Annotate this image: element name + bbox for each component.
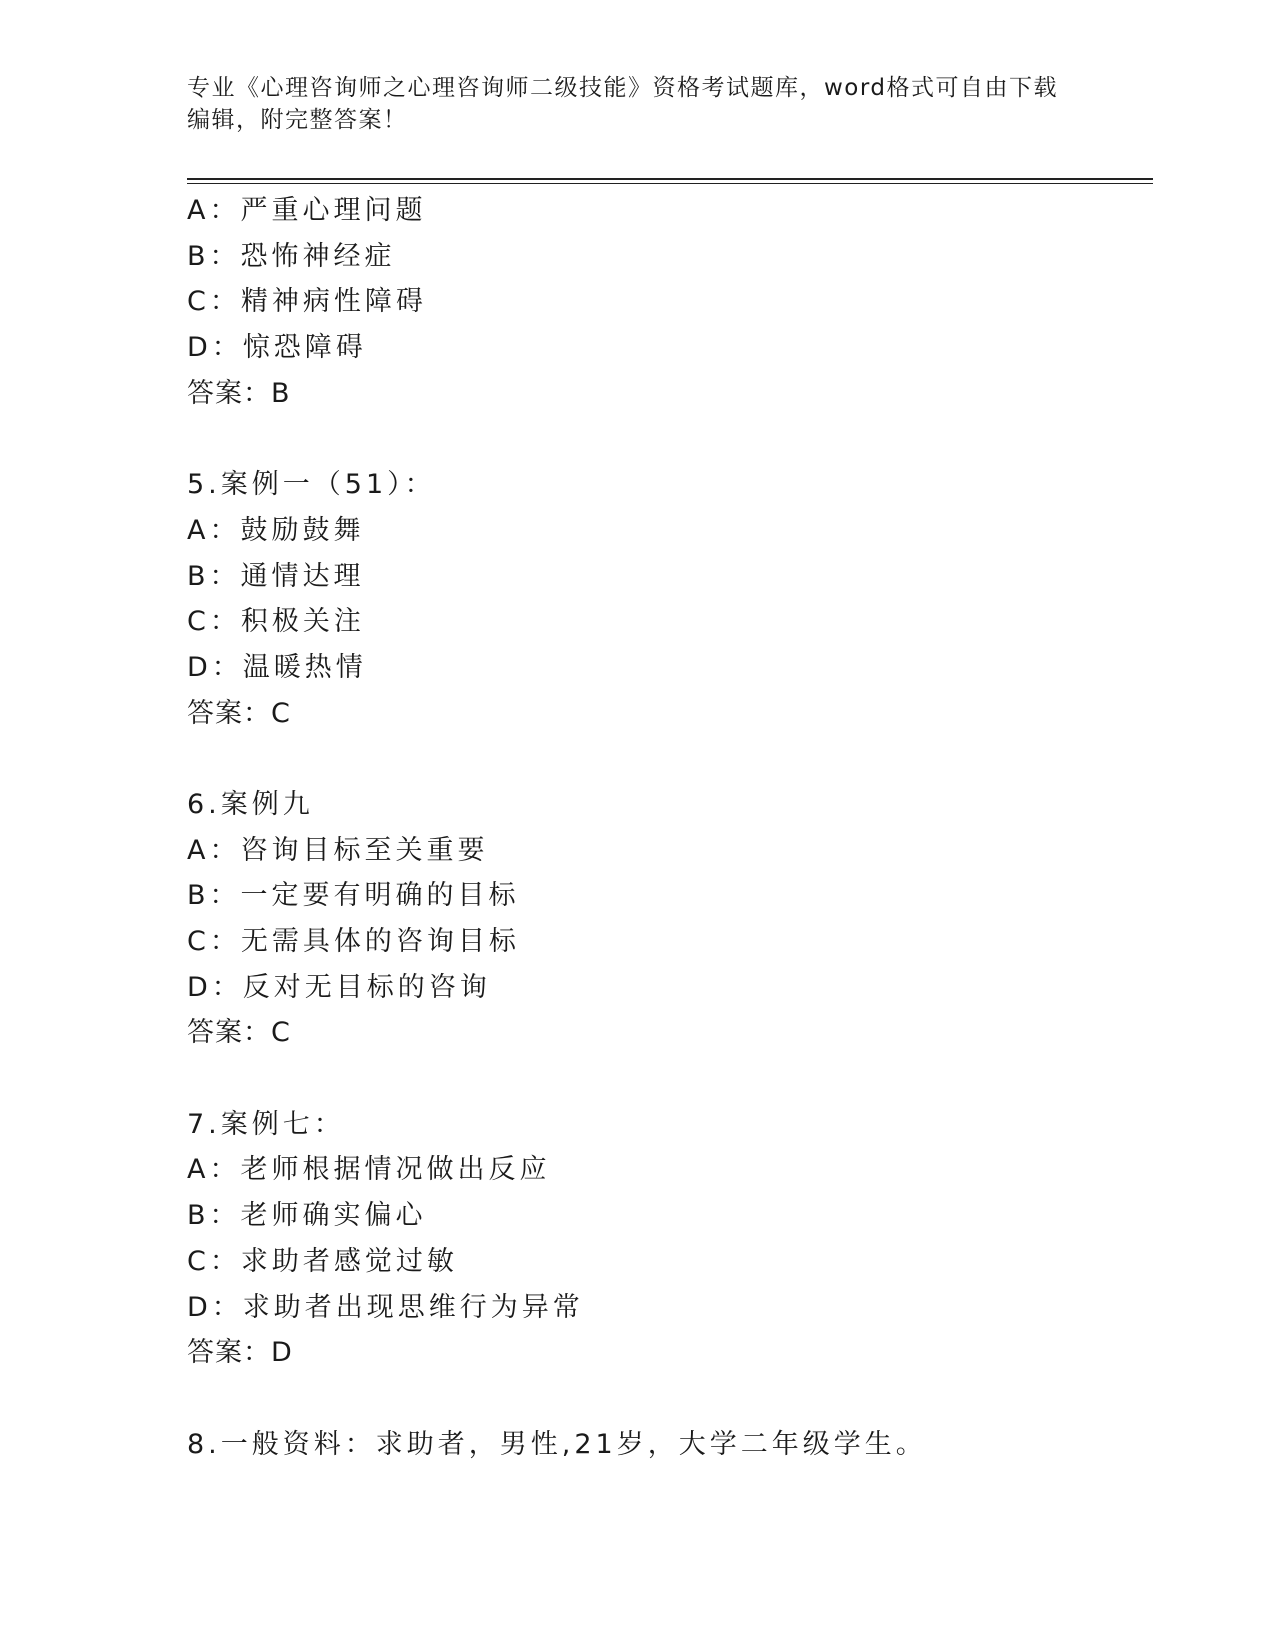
question-7 xyxy=(187,1102,1147,1376)
option-a: A：老师根据情况做出反应 xyxy=(187,1154,551,1186)
answer: 答案：C xyxy=(187,1017,291,1049)
option-c: C：求助者感觉过敏 xyxy=(187,1245,458,1277)
option-b: B：恐怖神经症 xyxy=(187,240,396,272)
question-6 xyxy=(187,782,1147,1056)
option-c: C：积极关注 xyxy=(187,606,365,638)
header-divider-bottom xyxy=(187,183,1153,184)
option-d: D：求助者出现思维行为异常 xyxy=(187,1291,584,1323)
option-b: B：一定要有明确的目标 xyxy=(187,880,520,912)
header-line-2: 编辑，附完整答案！ xyxy=(187,107,408,133)
question-list xyxy=(187,188,1147,1467)
question-title: 6.案例九 xyxy=(187,788,314,820)
question-title: 8.一般资料：求助者，男性,21岁，大学二年级学生。 xyxy=(187,1428,927,1460)
document-header xyxy=(187,72,1087,136)
option-a: A：咨询目标至关重要 xyxy=(187,834,489,866)
option-a: A：严重心理问题 xyxy=(187,195,427,226)
option-c: C：精神病性障碍 xyxy=(187,286,427,318)
header-divider-top xyxy=(187,178,1153,180)
question-5 xyxy=(187,462,1147,736)
option-d: D：反对无目标的咨询 xyxy=(187,971,491,1003)
question-4 xyxy=(187,188,1147,416)
option-d: D：温暖热情 xyxy=(187,651,367,683)
question-title: 7.案例七： xyxy=(187,1108,345,1140)
option-c: C：无需具体的咨询目标 xyxy=(187,926,520,957)
answer: 答案：B xyxy=(187,377,291,409)
option-a: A：鼓励鼓舞 xyxy=(187,514,365,546)
answer: 答案：C xyxy=(187,697,291,729)
option-b: B：老师确实偏心 xyxy=(187,1200,427,1232)
option-b: B：通情达理 xyxy=(187,560,365,592)
option-d: D：惊恐障碍 xyxy=(187,332,367,364)
question-8 xyxy=(187,1422,1147,1468)
question-title: 5.案例一（51）： xyxy=(187,469,436,501)
header-line-1: 专业《心理咨询师之心理咨询师二级技能》资格考试题库，word格式可自由下载 xyxy=(187,75,1059,101)
answer: 答案：D xyxy=(187,1337,293,1369)
